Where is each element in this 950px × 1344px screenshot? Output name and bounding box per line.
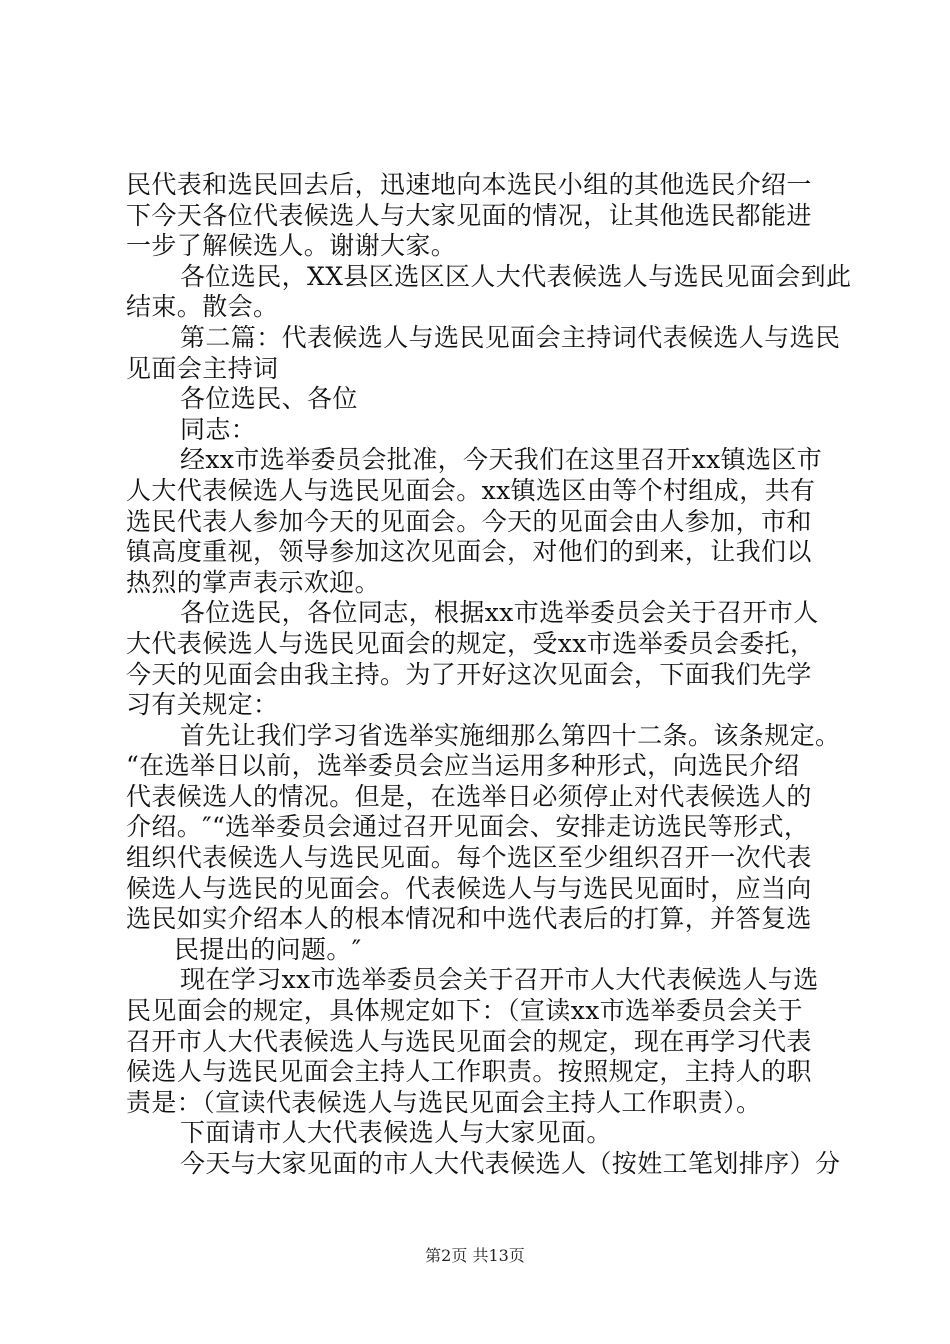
text-line: 首先让我们学习省选举实施细那么第四十二条。该条规定。 bbox=[180, 720, 841, 750]
text-line: 一步了解候选人。谢谢大家。 bbox=[126, 231, 457, 261]
text-line: 第二篇：代表候选人与选民见面会主持词代表候选人与选民 bbox=[180, 322, 841, 352]
text-line: 候选人与选民见面会主持人工作职责。按照规定，主持人的职 bbox=[126, 1057, 812, 1087]
text-line: 今天的见面会由我主持。为了开好这次见面会，下面我们先学 bbox=[126, 659, 812, 689]
text-line: 选民代表人参加今天的见面会。今天的见面会由人参加，市和 bbox=[126, 506, 812, 536]
text-line: 各位选民，XX县区选区区人大代表候选人与选民见面会到此 bbox=[180, 261, 852, 291]
page-number-label: 第2页 共13页 bbox=[425, 1246, 525, 1265]
text-line: 下面请市人大代表候选人与大家见面。 bbox=[180, 1118, 612, 1148]
text-line: 各位选民，各位同志，根据xx市选举委员会关于召开市人 bbox=[180, 598, 819, 628]
text-line: 介绍。″“选举委员会通过召开见面会、安排走访选民等形式， bbox=[126, 812, 810, 842]
text-line: 民见面会的规定，具体规定如下：（宣读xx市选举委员会关于 bbox=[126, 996, 803, 1026]
text-line: 经xx市选举委员会批准，今天我们在这里召开xx镇选区市 bbox=[180, 445, 823, 475]
text-line: 民提出的问题。″ bbox=[174, 934, 362, 964]
text-line: 责是：（宣读代表候选人与选民见面会主持人工作职责）。 bbox=[126, 1087, 762, 1117]
text-line: 见面会主持词 bbox=[126, 353, 279, 383]
page-footer bbox=[0, 1243, 950, 1266]
text-line: 组织代表候选人与选民见面。每个选区至少组织召开一次代表 bbox=[126, 843, 812, 873]
text-line: “在选举日以前，选举委员会应当运用多种形式，向选民介绍 bbox=[126, 751, 800, 781]
text-line: 人大代表候选人与选民见面会。xx镇选区由等个村组成，共有 bbox=[126, 475, 816, 505]
text-line: 镇高度重视，领导参加这次见面会，对他们的到来，让我们以 bbox=[126, 537, 812, 567]
text-line: 热烈的掌声表示欢迎。 bbox=[126, 567, 381, 597]
text-line: 候选人与选民的见面会。代表候选人与与选民见面时，应当向 bbox=[126, 873, 812, 903]
text-line: 现在学习xx市选举委员会关于召开市人大代表候选人与选 bbox=[180, 965, 819, 995]
text-line: 大代表候选人与选民见面会的规定，受xx市选举委员会委托， bbox=[126, 628, 816, 658]
text-line: 各位选民、各位 bbox=[180, 384, 358, 414]
text-line: 代表候选人的情况。但是，在选举日必须停止对代表候选人的 bbox=[126, 781, 812, 811]
text-line: 民代表和选民回去后，迅速地向本选民小组的其他选民介绍一 bbox=[126, 170, 812, 199]
text-line: 同志： bbox=[180, 414, 257, 444]
text-line: 下今天各位代表候选人与大家见面的情况，让其他选民都能进 bbox=[126, 200, 812, 230]
text-line: 今天与大家见面的市人大代表候选人（按姓工笔划排序）分 bbox=[180, 1149, 841, 1178]
text-line: 召开市人大代表候选人与选民见面会的规定，现在再学习代表 bbox=[126, 1026, 812, 1056]
document-body bbox=[126, 170, 852, 1180]
text-line: 选民如实介绍本人的根本情况和中选代表后的打算，并答复选 bbox=[126, 904, 812, 934]
text-line: 结束。散会。 bbox=[126, 292, 279, 322]
text-line: 习有关规定： bbox=[126, 690, 279, 720]
